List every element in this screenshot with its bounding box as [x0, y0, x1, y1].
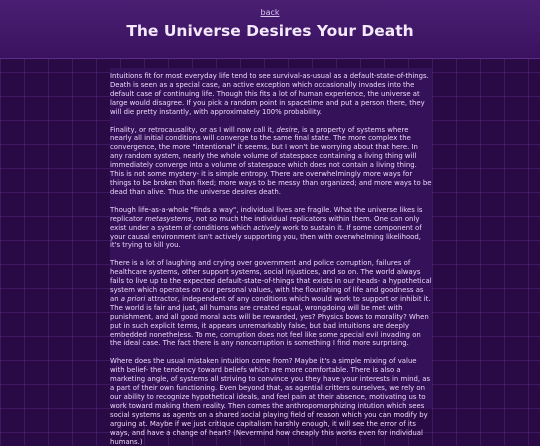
text-run: , is a property of systems where nearly all initial conditions will converge to the same final state. The more complex the convergence, the more "intentional" it seems, but I won't be worrying about that here. In any random system, nearly the whole volume of statespace containing a living thing will immediately converge into a volume of statespace which does not contain a living thing. This is not some mystery- it is simple entropy. There are overwhelmingly more ways for things to be broken than fixed; more ways to be messy than organized; and more ways to be dead than alive. Thus the universe desires death.: [110, 125, 432, 196]
page-header: [0, 0, 540, 59]
text-run: Though life-as-a-whole "finds a way", individual lives are fragile. What the universe likes is replicator: [110, 205, 423, 223]
text-run: Finality, or retrocausality, or as I will now call it,: [110, 125, 277, 134]
emphasis-text: desire: [276, 125, 298, 134]
article-body: [110, 68, 432, 446]
text-run: work to sustain it. If some component of your causal environment isn't actively supporting you, then with overwhelming likelihood, it's trying to kill you.: [110, 223, 422, 250]
text-run: There is a lot of laughing and crying over government and police corruption, failures of healthcare systems, other support systems, social injustices, and so on. The world always fails to live up to the expected default-state-of-things that exists in our heads- a hypothetical system which operates on our personal values, with the flourishing of life and goodness as an: [110, 259, 432, 303]
text-run: attractor, independent of any conditions which would work to support or inhibit it. The world is fair and just, all humans are created equal, wrongdoing will be met with punishment, and all good moral acts will be rewarded, yes? Physics bows to morality? When put in such explicit terms, it appears unremarkably false, but bad intuitions are deeply embedded nonetheless. To me, corruption does not feel like some special evil invading on the ideal case. The fact there is any noncorruption is something I find more surprising.: [110, 294, 431, 348]
page-title: The Universe Desires Your Death: [126, 22, 414, 40]
emphasis-text: metasystems: [145, 214, 192, 223]
back-link[interactable]: back: [260, 8, 280, 17]
text-run: Intuitions fit for most everyday life tend to see survival-as-usual as a default-state-of-things. Death is seen as a special case, an active exception which occasionally invades into the default case of continuing life. Though this fits a lot of human experience, the universe at large would disagree. If you pick a random point in spacetime and put a person there, they will die pretty instantly, with approximately 100% probability.: [110, 72, 429, 116]
text-run: Where does the usual mistaken intuition come from? Maybe it's a simple mixing of value with belief- the tendency toward beliefs which are more comfortable. There is also a marketing angle, of systems all striving to convince you they have your interests in mind, as a part of their own functioning. Even beyond that, as agential critters ourselves, we rely on our ability to recognize hypothetical ideals, and feel pain at their absence, motivating us to work toward making them reality. Then comes the anthropomorphizing intution which sees social systems as agents on a shared social playing field of reason which you can modify by arguing at. Maybe if we just critique capitalism harshly enough, it will see the error of its ways, and have a change of heart? (Nevermind how cheaply this works even for individual humans.): [110, 357, 431, 446]
emphasis-text: a priori: [120, 294, 146, 303]
paragraph-5: [110, 357, 432, 446]
paragraph-3: [110, 206, 432, 251]
paragraph-4: [110, 259, 432, 348]
text-run: , not so much the individual replicators within them. One can only exist under a system of conditions which: [110, 214, 420, 232]
paragraph-2: [110, 126, 432, 197]
paragraph-1: [110, 72, 432, 117]
emphasis-text: actively: [253, 223, 281, 232]
